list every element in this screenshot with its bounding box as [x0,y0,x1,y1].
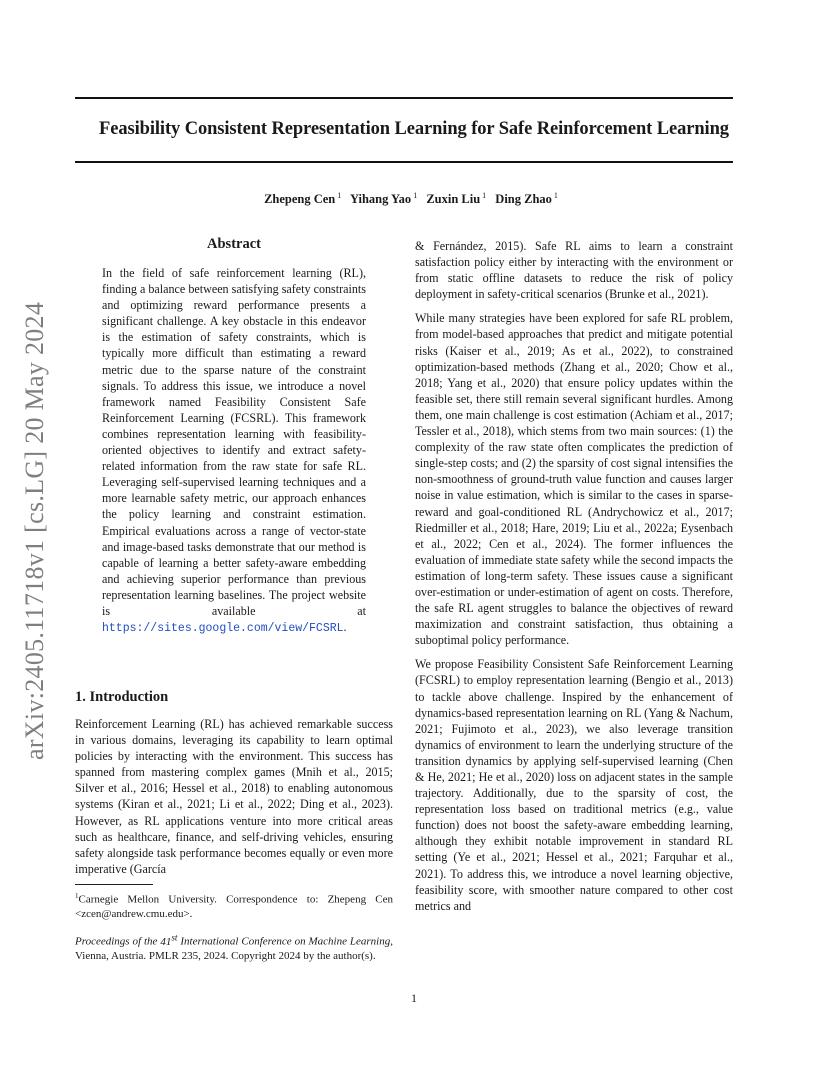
author-name: Ding Zhao [495,192,552,207]
affiliation-mark: 1 [482,191,487,200]
author-list [40,191,788,207]
proceedings-ordinal-suffix: st [171,932,178,942]
author-name: Yihang Yao [349,192,412,207]
project-website-link[interactable]: https://sites.google.com/view/FCSRL [102,622,344,636]
page-number: 1 [411,991,417,1005]
affiliation-mark: 1 [413,191,418,200]
arxiv-side-stamp: arXiv:2405.11718v1 [cs.LG] 20 May 2024 [20,301,49,760]
proceedings-rest: , Vienna, Austria. PMLR 235, 2024. Copyright 2024 by the author(s). [75,935,393,963]
proceedings-ordinal [160,932,178,948]
abstract-end: . [343,620,347,635]
right-paragraph: & Fernández, 2015). Safe RL aims to learn a constraint satisfaction policy either by interacting with the environment or from static offline datasets to reduce the risk of policy deployment in safety-critical scenarios (Brunke et al., 2021). [415,239,733,302]
footnote-mark: 1 [75,892,79,900]
proceedings-italic-a: Proceedings of the [75,935,161,948]
proceedings-note [75,930,393,964]
proceedings-ordinal-num: 41 [160,935,172,948]
proceedings-italic-b: International Conference on Machine Learning [177,935,391,948]
intro-paragraph: Reinforcement Learning (RL) has achieved remarkable success in various domains, leveraging its capability to learn optimal policies by interacting with the environment. This success has spanned from mastering complex games (Mnih et al., 2015; Silver et al., 2016; Hessel et al., 2018) to enabling autonomous systems (Kiran et al., 2021; Li et al., 2022; Ding et al., 2023). However, as RL applications venture into more critical areas such as healthcare, finance, and self-driving vehicles, ensuring safety alongside task performance becomes equally or even more imperative (García [75,717,393,876]
abstract-heading: Abstract [207,236,261,252]
footnote-text: Carnegie Mellon University. Correspondence to: Zhepeng Cen <zcen@andrew.cmu.edu>. [75,893,393,921]
footnote-rule [75,884,153,885]
right-column [415,238,733,922]
affiliation-mark: 1 [553,191,558,200]
paper-title: Feasibility Consistent Representation Learning for Safe Reinforcement Learning [99,119,729,139]
abstract-body [102,265,366,637]
top-rule [75,97,733,99]
author-name: Zuxin Liu [426,192,481,207]
section-heading-introduction: 1. Introduction [75,689,169,705]
affiliation-mark: 1 [337,191,342,200]
right-paragraph: While many strategies have been explored for safe RL problem, from model-based approaches that predict and mitigate potential risks (Kaiser et al., 2019; As et al., 2022), to constrained optimization-based methods (Zhang et al., 2020; Chow et al., 2018; Yang et al., 2020) that ensure policy updates within the feasible set, there still remain several significant hurdles. Among them, one main challenge is cost estimation (Achiam et al., 2017; Tessler et al., 2018), which stems from two main sources: (1) the complexity of the raw state often complicates the prediction of single-step costs; and (2) the sparsity of cost signal intensifies the non-smoothness of ground-truth value function and causes larger noise in value estimation, which is similar to the cases in sparse-reward and goal-conditioned RL (Andrychowicz et al., 2017; Riedmiller et al., 2018; Hare, 2019; Liu et al., 2022a; Eysenbach et al., 2022; Cen et al., 2024). The former influences the evaluation of immediate state safety while the second impacts the estimation of long-term safety. These issues cause a significant over-estimation or under-estimation of agent on costs. Therefore, the safe RL agent struggles to balance the objectives of reward maximization and constraint satisfaction, thus obtaining a suboptimal policy performance. [415,311,733,648]
author-name: Zhepeng Cen [264,192,336,207]
abstract-text: In the field of safe reinforcement learning (RL), finding a balance between satisfying safety constraints and optimizing reward performance presents a significant challenge. A key obstacle in this endeavor is the estimation of safety constraints, which is typically more difficult than estimating a reward metric due to the sparse nature of the constraint signals. To address this issue, we introduce a novel framework named Feasibility Consistent Safe Reinforcement Learning (FCSRL). This framework combines representation learning with feasibility-oriented objectives to identify and extract safety-related information from the raw state for safe RL. Leveraging self-supervised learning techniques and a more learnable safety metric, our approach enhances the policy learning and constraint estimation. Empirical evaluations across a range of vector-state and image-based tasks demonstrate that our method is capable of learning a better safety-aware embedding and achieving superior performance than previous representation learning baselines. The project website is available at [102,266,366,618]
title-bottom-rule [75,161,733,163]
affiliation-footnote [75,889,393,922]
right-paragraph: We propose Feasibility Consistent Safe Reinforcement Learning (FCSRL) to employ representation learning (Bengio et al., 2013) to tackle above challenge. Inspired by the enhancement of dynamics-based representation learning on RL (Yang & Nachum, 2021; Fujimoto et al., 2023), we also leverage transition dynamics of environment to learn the underlying structure of the transition dynamics by applying self-supervised learning (Chen & He, 2021; He et al., 2020) loss on adjacent states in the sample trajectory. Additionally, due to the sparsity of cost, the representation loss based on traditional metrics (e.g., value function) does not boost the safety-aware embedding learning, although they exhibit notable improvement in standard RL setting (Ye et al., 2021; Hessel et al., 2021; Farquhar et al., 2021). To address this, we introduce a novel learning objective, feasibility score, with smoother nature compared to other cost metrics and [415,657,733,913]
